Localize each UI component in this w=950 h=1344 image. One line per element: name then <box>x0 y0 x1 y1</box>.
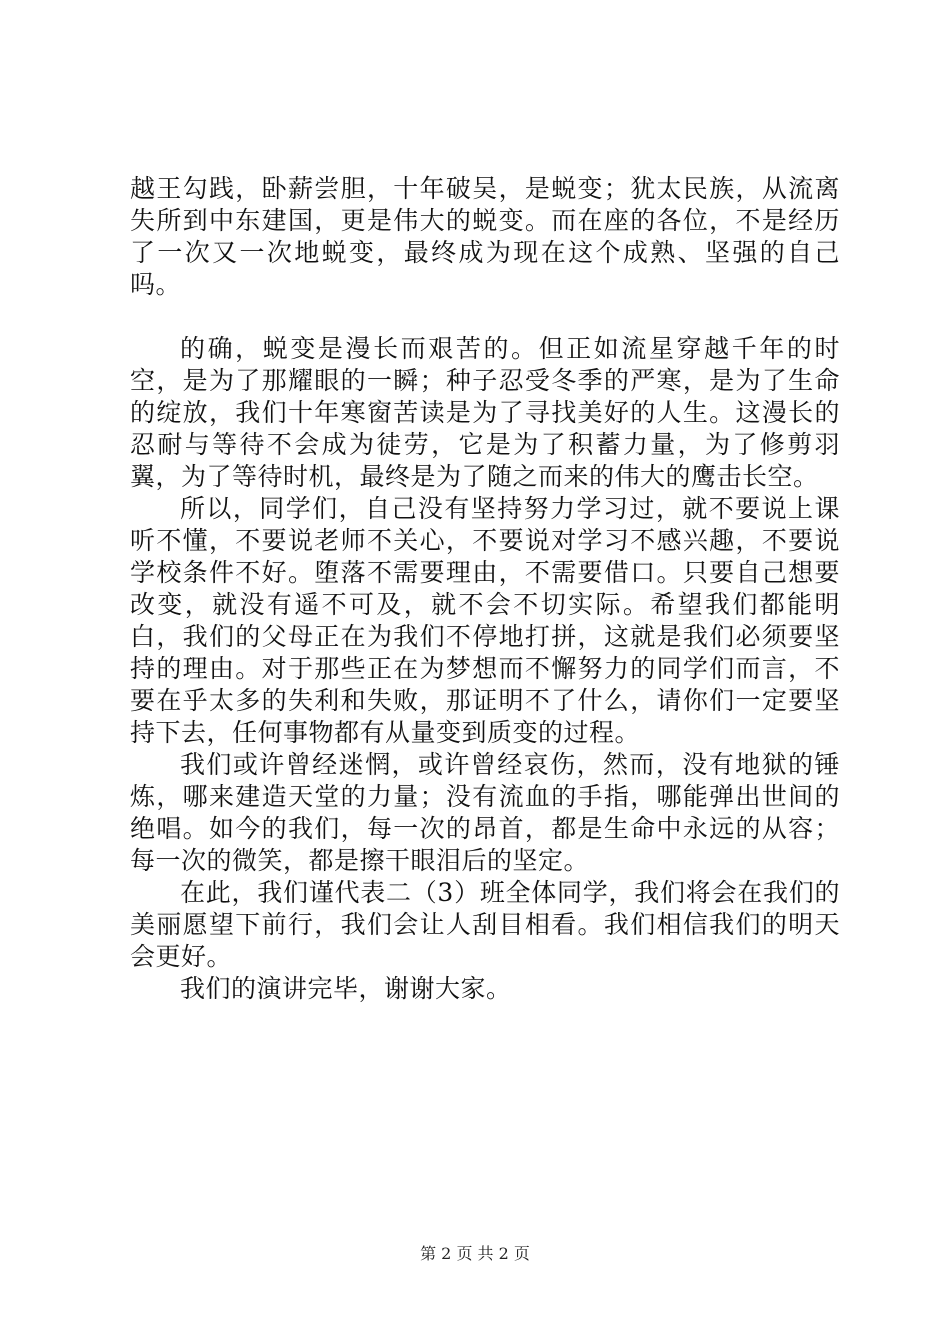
paragraph: 所以，同学们，自己没有坚持努力学习过，就不要说上课听不懂，不要说老师不关心，不要说对学习不感兴趣，不要说学校条件不好。堕落不需要理由，不需要借口。只要自己想要改变，就没有遥不可及，就不会不切实际。希望我们都能明白，我们的父母正在为我们不停地打拼，这就是我们必须要坚持的理由。对于那些正在为梦想而不懈努力的同学们而言，不要在乎太多的失利和失败，那证明不了什么，请你们一定要坚持下去，任何事物都有从量变到质变的过程。 <box>130 494 840 747</box>
paragraph: 我们或许曾经迷惘，或许曾经哀伤，然而，没有地狱的锤炼，哪来建造天堂的力量；没有流血的手指，哪能弹出世间的绝唱。如今的我们，每一次的昂首，都是生命中永远的从容；每一次的微笑，都是擦干眼泪后的坚定。 <box>130 750 840 875</box>
document-body <box>130 173 840 1005</box>
paragraph: 在此，我们谨代表二（3）班全体同学，我们将会在我们的美丽愿望下前行，我们会让人刮目相看。我们相信我们的明天会更好。 <box>130 878 840 971</box>
paragraph: 的确，蜕变是漫长而艰苦的。但正如流星穿越千年的时空，是为了那耀眼的一瞬；种子忍受冬季的严寒，是为了生命的绽放，我们十年寒窗苦读是为了寻找美好的人生。这漫长的忍耐与等待不会成为徒劳，它是为了积蓄力量，为了修剪羽翼，为了等待时机，最终是为了随之而来的伟大的鹰击长空。 <box>130 334 840 491</box>
closing-paragraph: 我们的演讲完毕，谢谢大家。 <box>180 974 512 1003</box>
page-number-footer: 第 2 页 共 2 页 <box>420 1244 530 1263</box>
paragraph-continuation: 越王勾践，卧薪尝胆，十年破吴，是蜕变；犹太民族，从流离失所到中东建国，更是伟大的蜕变。而在座的各位，不是经历了一次又一次地蜕变，最终成为现在这个成熟、坚强的自己吗。 <box>130 174 840 299</box>
